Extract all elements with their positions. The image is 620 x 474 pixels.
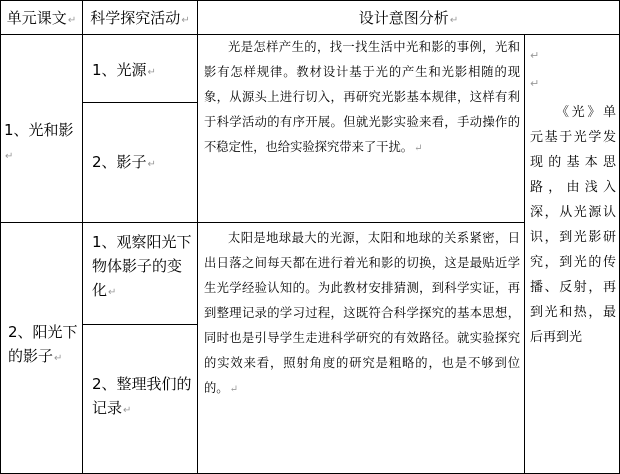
paragraph-mark: ↵ [229,384,238,395]
summary-analysis [530,100,616,350]
unit-1-analysis-text: 光是怎样产生的，找一找生活中光和影的事例，光和影有怎样规律。教材设计基于光的产生和光影相随的现象，从源头上进行切入，再研究光影基本规律，这样有利于科学活动的有序开展。但就光影实验来看，手动操作的不稳定性，也给实验探究带来了干扰。 [204,40,520,154]
header-analysis-text: 设计意图分析 [358,9,449,27]
paragraph-mark: ↵ [147,159,156,170]
paragraph-mark: ↵ [530,49,540,62]
table-border-left [0,0,1,474]
unit-1-activity-1 [92,58,196,85]
header-unit-text: 单元课文 [6,9,67,27]
paragraph-mark: ↵ [5,151,14,162]
paragraph-mark: ↵ [147,67,156,78]
unit-2-analysis-text: 太阳是地球最大的光源，太阳和地球的关系紧密，日出日落之间每天都在进行着光和影的切换，这是最贴近学生光学经验认知的。为此教材安排猜测，到科学实证，再到整理记录的学习过程，这既符合科学探究的基本思想，同时也是引导学生走进科学研究的有效路径。就实验探究的实效来看，照射角度的研究是粗略的，也是不够到位的。 [204,231,520,395]
unit-2-activity-1-text: 1、观察阳光下物体影子的变化 [92,233,192,299]
col-divider-1 [82,0,83,474]
header-activity-text: 科学探究活动 [90,9,181,27]
unit-2-label-text: 2、阳光下的影子 [8,323,78,365]
unit-1-label [4,118,82,169]
header-unit [1,8,82,31]
summary-analysis-text: 《光》单元基于光学发现的基本思路，由浅入深，从光源认识，到光影研究，到光的传播、反射，再到光和热，最后再到光 [530,105,616,345]
paragraph-mark: ↵ [123,405,132,416]
paragraph-mark: ↵ [414,143,423,154]
activity-divider-1 [82,102,197,103]
unit-1-analysis [204,35,520,161]
unit-2-activity-1 [92,230,196,305]
activity-divider-2 [82,324,197,325]
paragraph-mark: ↵ [530,77,540,90]
col-divider-3 [524,34,525,474]
header-analysis [198,8,619,31]
unit-1-activity-2-text: 2、影子 [92,153,147,171]
paragraph-mark: ↵ [67,15,77,26]
unit-2-label [8,320,80,371]
unit-2-activity-2 [92,372,196,423]
unit-1-label-text: 1、光和影 [4,121,74,139]
summary-marks [530,42,550,98]
table-border-top [0,0,620,1]
paragraph-mark: ↵ [54,353,63,364]
unit-2-activity-2-text: 2、整理我们的记录 [92,375,192,417]
paragraph-mark: ↵ [181,15,190,26]
unit-divider [0,222,524,223]
unit-1-activity-2 [92,150,196,177]
header-activity [83,8,197,31]
col-divider-2 [197,0,198,474]
paragraph-mark: ↵ [449,15,459,26]
unit-2-analysis [204,226,520,402]
unit-1-activity-1-text: 1、光源 [92,61,147,79]
paragraph-mark: ↵ [108,287,117,298]
